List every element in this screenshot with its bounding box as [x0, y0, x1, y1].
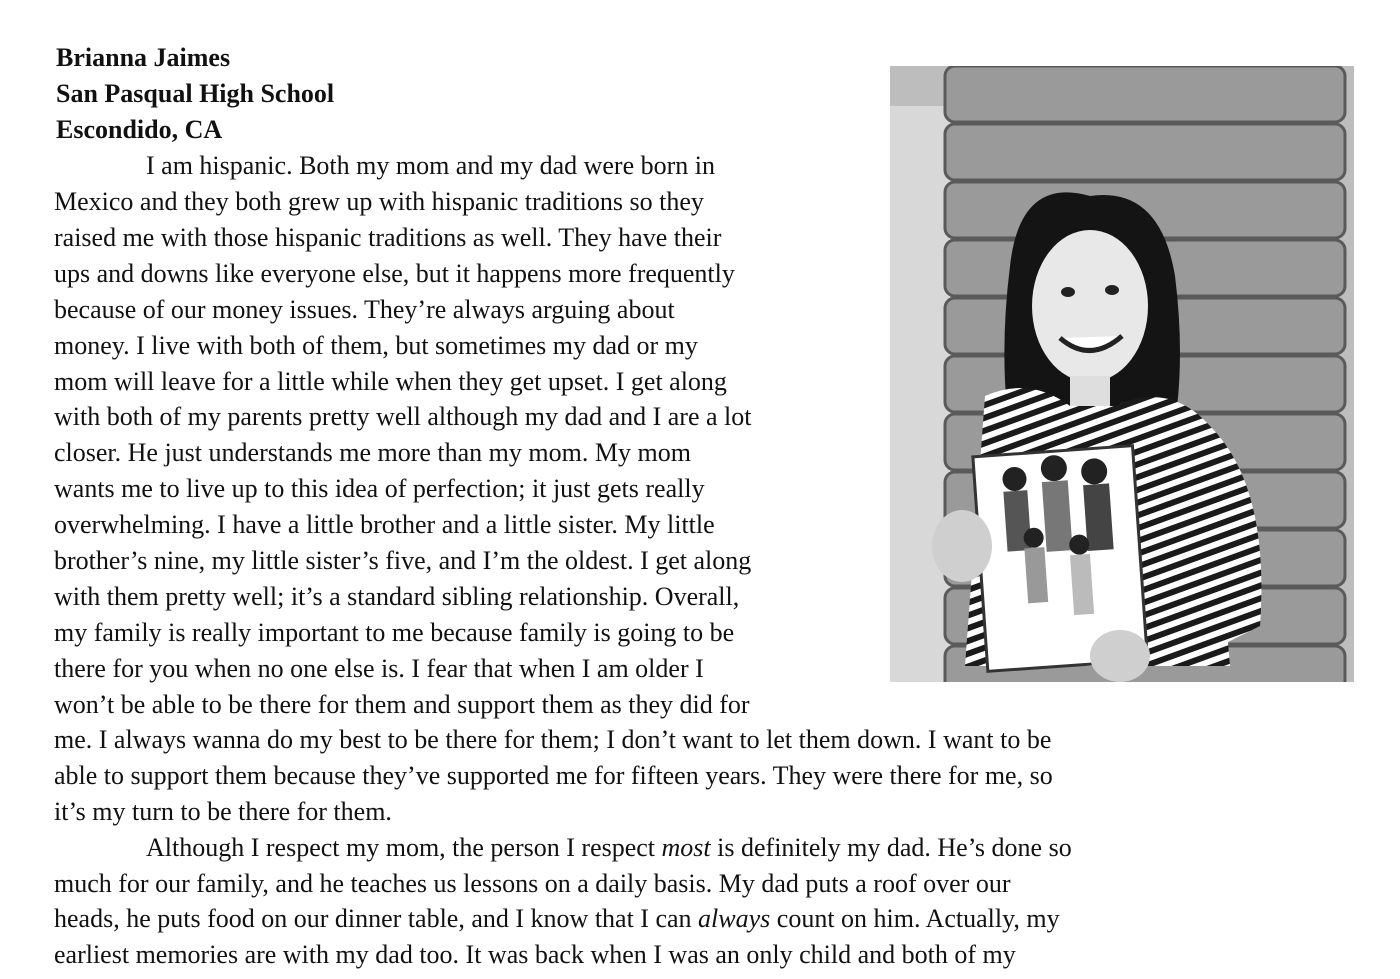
- body-line: me. I always wanna do my best to be there for them; I don’t want to let them down. I want to be: [54, 725, 1052, 754]
- body-line: wants me to live up to this idea of perfection; it just gets really: [54, 474, 705, 503]
- body-line: with both of my parents pretty well although my dad and I are a lot: [54, 402, 752, 431]
- body-line: much for our family, and he teaches us lessons on a daily basis. My dad puts a roof over our: [54, 869, 1011, 898]
- body-line: earliest memories are with my dad too. It was back when I was an only child and both of my: [54, 940, 1016, 969]
- body-line: closer. He just understands me more than my mom. My mom: [54, 438, 691, 467]
- body-line: overwhelming. I have a little brother and a little sister. My little: [54, 510, 715, 539]
- body-line: because of our money issues. They’re always arguing about: [54, 295, 675, 324]
- body-line: there for you when no one else is. I fear that when I am older I: [54, 654, 704, 683]
- right-hand: [1090, 630, 1150, 682]
- body-line: [54, 901, 1060, 937]
- body-line: able to support them because they’ve supported me for fifteen years. They were there for me, so: [54, 761, 1053, 790]
- emphasis-text: always: [698, 904, 771, 933]
- body-line: [146, 830, 1072, 866]
- body-line: money. I live with both of them, but sometimes my dad or my: [54, 331, 698, 360]
- left-hand: [932, 510, 992, 582]
- body-line: raised me with those hispanic traditions as well. They have their: [54, 223, 722, 252]
- school-location: Escondido, CA: [56, 115, 223, 144]
- school-name: San Pasqual High School: [56, 79, 335, 108]
- author-header: [56, 40, 334, 148]
- photo-illustration: [890, 66, 1354, 682]
- body-line: it’s my turn to be there for them.: [54, 797, 392, 826]
- body-line: ups and downs like everyone else, but it happens more frequently: [54, 259, 735, 288]
- body-line: mom will leave for a little while when they get upset. I get along: [54, 367, 727, 396]
- body-line: my family is really important to me because family is going to be: [54, 618, 735, 647]
- student-portrait-photo: [890, 66, 1354, 682]
- body-line: with them pretty well; it’s a standard sibling relationship. Overall,: [54, 582, 740, 611]
- emphasis-text: most: [661, 833, 711, 862]
- text-run: is definitely my dad. He’s done so: [710, 833, 1072, 862]
- text-run: heads, he puts food on our dinner table, and I know that I can: [54, 904, 699, 933]
- text-run: Although I respect my mom, the person I respect: [146, 833, 662, 862]
- body-line: brother’s nine, my little sister’s five, and I’m the oldest. I get along: [54, 546, 752, 575]
- text-run: count on him. Actually, my: [770, 904, 1060, 933]
- author-name: Brianna Jaimes: [56, 43, 231, 72]
- body-line: won’t be able to be there for them and support them as they did for: [54, 690, 750, 719]
- face: [1032, 230, 1148, 382]
- body-line: Mexico and they both grew up with hispanic traditions so they: [54, 187, 704, 216]
- body-line: I am hispanic. Both my mom and my dad were born in: [146, 151, 716, 180]
